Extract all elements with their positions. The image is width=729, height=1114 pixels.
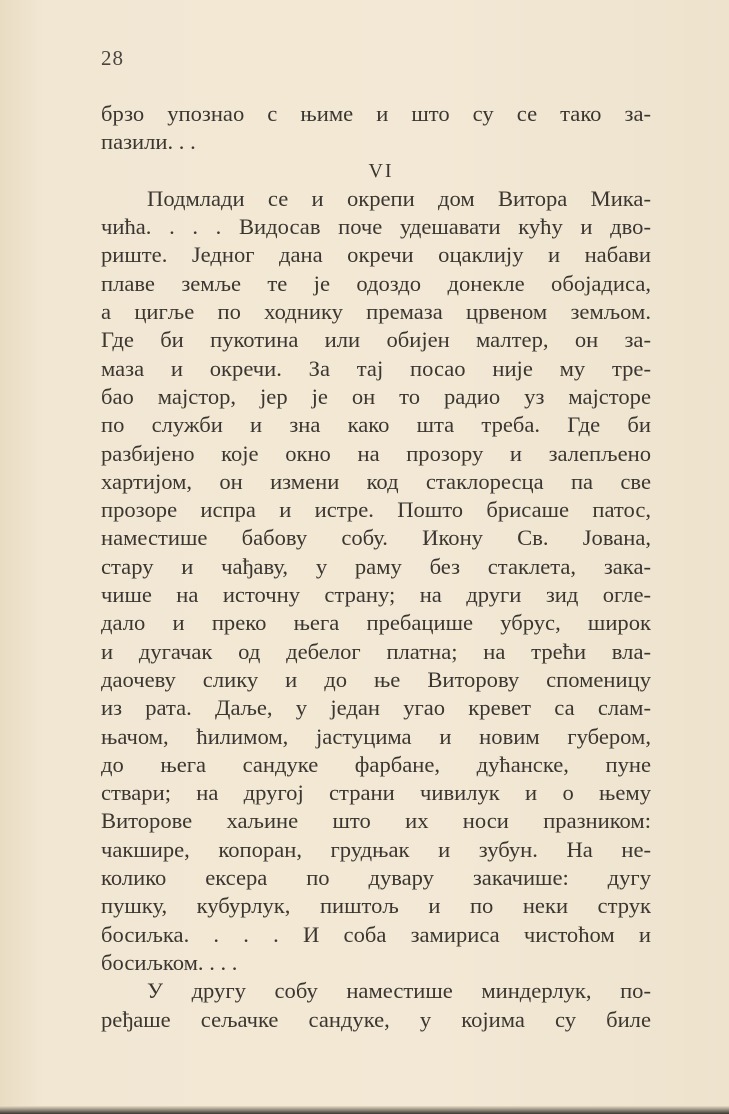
page-bottom-edge (0, 1106, 729, 1114)
text-line: а цигље по ходнику премаза црвеном земљом. (101, 299, 651, 325)
text-line: до њега сандуке фарбане, дућанске, пуне (101, 751, 651, 777)
text-line: ређаше сељачке сандуке, у којима су биле (101, 1006, 651, 1032)
page-body-text (101, 100, 651, 1034)
text-line: наместише бабову собу. Икону Св. Јована, (101, 525, 651, 551)
text-line: пушку, кубурлук, пиштољ и по неки струк (101, 893, 651, 919)
text-line: маза и окречи. За тај посао није му тре- (101, 355, 651, 381)
section-heading: VI (368, 159, 394, 182)
text-line: ствари; на другој страни чивилук и о њему (101, 780, 651, 806)
text-line: прозоре испра и истре. Пошто брисаше патос, (101, 497, 651, 523)
text-line: чакшире, копоран, грудњак и зубун. На не- (101, 836, 651, 862)
paragraph-2 (101, 185, 651, 977)
text-line: даочеву слику и до ње Виторову споменицу (101, 666, 651, 692)
text-line: колико ексера по дувару закачише: дугу (101, 865, 651, 891)
text-line: чише на источну страну; на други зид огле- (101, 582, 651, 608)
text-line: и дугачак од дебелог платна; на трећи вла- (101, 638, 651, 664)
paragraph-3 (101, 977, 651, 1034)
text-line: Подмлади се и окрепи дом Витора Мика- (147, 185, 651, 211)
text-line: хартијом, он измени код стаклоресца па све (101, 468, 651, 494)
text-line: пазили. . . (101, 129, 196, 155)
text-line: чића. . . . Видосав поче удешавати кућу и дво- (101, 214, 651, 240)
text-line: плаве земље те је одоздо донекле обојадиса, (101, 270, 651, 296)
text-line: брзо упознао с њиме и што су се тако за- (101, 101, 651, 126)
text-line: Виторове хаљине што их носи празником: (101, 808, 651, 834)
text-line: риште. Једног дана окречи оцаклију и набави (101, 242, 651, 268)
text-line: по служби и зна како шта треба. Где би (101, 412, 651, 438)
text-line: из рата. Даље, у један угао кревет са слам- (101, 695, 651, 721)
text-line: бао мајстор, јер је он то радио уз мајсторе (101, 383, 651, 409)
text-line: босиљком. . . . (101, 949, 238, 975)
paragraph-1 (101, 100, 651, 157)
text-line: стару и чађаву, у раму без стаклета, зака- (101, 553, 651, 579)
text-line: дало и преко њега пребацише убрус, широк (101, 610, 651, 636)
page-number: 28 (101, 46, 124, 70)
text-line: Где би пукотина или обијен малтер, он за- (101, 327, 651, 353)
text-line: разбијено које окно на прозору и залепљено (101, 440, 651, 466)
text-line: У другу собу наместише миндерлук, по- (147, 978, 651, 1004)
text-line: њачом, ћилимом, јастуцима и новим губером, (101, 723, 651, 749)
text-line: босиљка. . . . И соба замириса чистоћом и (101, 921, 651, 947)
